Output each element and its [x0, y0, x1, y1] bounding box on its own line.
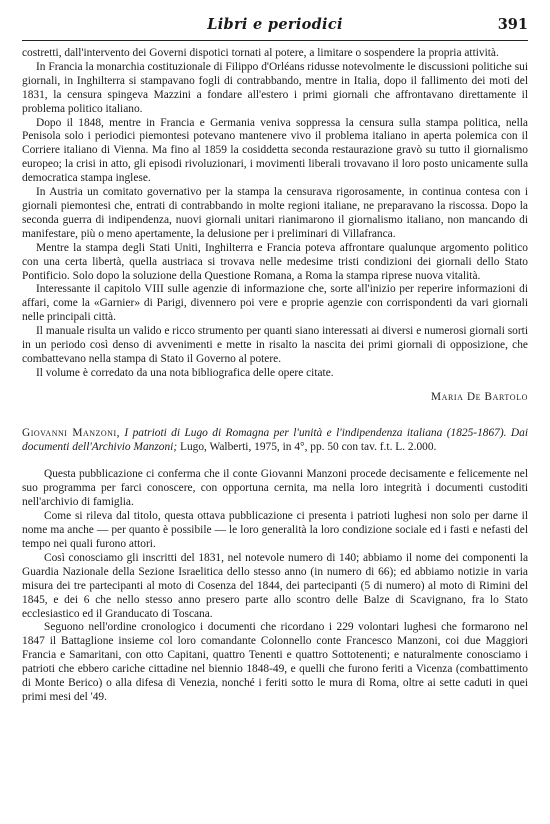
paragraph: Interessante il capitolo VIII sulle agenzie di informazione che, sorte all'inizio per reperire informazioni di affari, come la «Garnier» di Parigi, divennero poi vere e proprie agenzie con corrispondenti da vari giornali nelle principali città. [22, 283, 528, 324]
paragraph: In Francia la monarchia costituzionale di Filippo d'Orléans ridusse notevolmente le discussioni politiche sui giornali, in Inghilterra si stampavano fogli di contrabbando, mentre in Italia, dopo il fallimento dei moti del 1831, la censura spingeva Mazzini a fondare all'estero i primi giornali che affrontavano direttamente il problema politico italiano. [22, 60, 528, 115]
book-author: Giovanni Manzoni, [22, 426, 120, 439]
paragraph: Seguono nell'ordine cronologico i documenti che ricordano i 229 volontari lughesi che formarono nel 1847 il Battaglione insieme col loro comandante Colonnello conte Francesco Manzoni, coi due Maggiori Francia e Samaritani, con otto Capitani, quattro Tenenti e quattro Sottotenenti; e naturalmente conosciamo i patrioti che ebbero cariche cittadine nel biennio 1848-49, e quelli che furono feriti a Vicenza (combattimento di Monte Berico) o alla difesa di Venezia, nonché i feriti sotto le mura di Roma, oltre ai sette caduti in quei primi mesi del '49. [22, 621, 528, 703]
reviewer-signature: Maria De Bartolo [431, 390, 528, 403]
running-title: Libri e periodici [207, 16, 343, 33]
paragraph: Il manuale risulta un valido e ricco strumento per quanti siano interessati ai diversi e numerosi giornali sorti in un periodo così denso di avvenimenti e mette in risalto la nascita dei primi giornali di opposizione, che combattevano nella stampa di Stato il Governo al potere. [22, 325, 528, 365]
paragraph: Questa pubblicazione ci conferma che il conte Giovanni Manzoni procede decisamente e felicemente nel suo programma per farci conoscere, con opportuna cernita, ma nella loro integrità i documenti custoditi nell'archivio di famiglia. [22, 468, 528, 509]
paragraph: In Austria un comitato governativo per la stampa la censurava rigorosamente, in continua contesa con i giornali piemontesi che, entrati di contrabbando in molte regioni italiane, ne preparavano la riscossa. Dopo la seconda guerra di indipendenza, nuovi giornali unitari rianimarono il giornalismo italiano, non mancando di manifestare, più o meno apertamente, la delusione per i preliminari di Villafranca. [22, 186, 528, 240]
page [22, 14, 528, 705]
paragraph: costretti, dall'intervento dei Governi dispotici tornati al potere, a limitare o sospendere la propria attività. [22, 47, 499, 59]
review-de-bartolo [22, 47, 528, 405]
paragraph: Mentre la stampa degli Stati Uniti, Inghilterra e Francia poteva affrontare qualunque argomento politico con una certa libertà, quella austriaca si trovava nelle medesime tristi condizioni dei giornali dello Stato Pontificio. Solo dopo la soluzione della Questione Romana, a Roma la stampa riprese nuova vitalità. [22, 241, 528, 282]
paragraph: Come si rileva dal titolo, questa ottava pubblicazione ci presenta i patrioti lughesi non solo per darne il nome ma anche — per quanto è possibile — le loro generalità la loro condizione sociale ed i fasti e nefasti del tempo nei quali furono attori. [22, 510, 528, 550]
review-manzoni [22, 468, 528, 704]
paragraph: Il volume è corredato da una nota bibliografica delle opere citate. [36, 366, 334, 379]
bibliographic-entry [22, 427, 528, 455]
book-title: I patrioti di Lugo di Romagna per l'unità e l'indipendenza italiana (1825-1867). Dai documenti dell'Archivio Manzoni; [22, 426, 528, 453]
running-header [22, 14, 528, 41]
publication-info: Lugo, Walberti, 1975, in 4°, pp. 50 con tav. f.t. L. 2.000. [179, 440, 437, 453]
page-number: 391 [497, 16, 528, 33]
paragraph: Così conosciamo gli inscritti del 1831, nel notevole numero di 140; abbiamo il nome dei componenti la Guardia Nazionale della Sezione Israelitica dello stesso anno (in numero di 66); ed abbiamo notizie in varia misura dei tre partecipanti al moto di Cosenza del 1844, dei partecipanti (5 di numero) al moto di Rimini del 1845, e dei 6 che nello stesso anno presero parte allo scontro delle Balze di Scavignano, fra lo Stato ecclesiastico ed il Granducato di Toscana. [22, 551, 528, 620]
paragraph: Dopo il 1848, mentre in Francia e Germania veniva soppressa la censura sulla stampa politica, nella Penisola solo i periodici piemontesi potevano mantenere vivo il problema italiano in aperta polemica con il Corriere italiano di Vienna. Ma fino al 1859 la cosiddetta seconda restaurazione gravò su tutto il giornalismo europeo; la crisi in atto, gli episodi rivoluzionari, i movimenti liberali trovavano il loro posto unicamente sulla democratica stampa inglese. [22, 116, 528, 185]
